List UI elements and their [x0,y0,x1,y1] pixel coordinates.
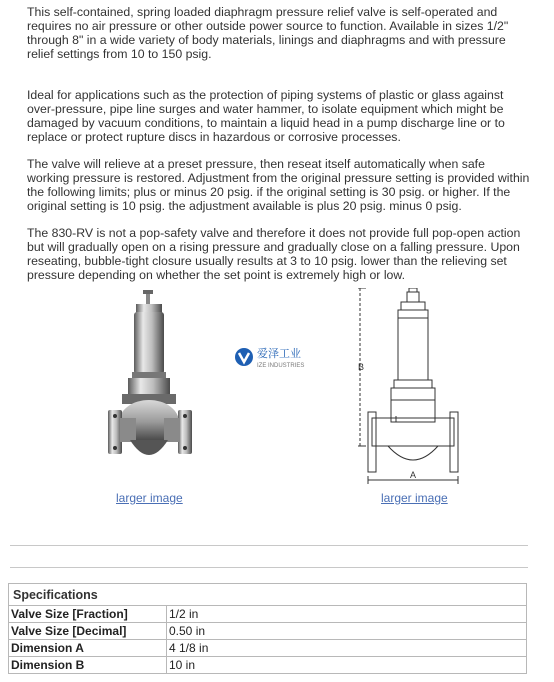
specifications-table [8,583,527,674]
dimension-b-label: B [358,362,365,372]
table-row [9,606,527,623]
logo-english-text: IZE INDUSTRIES [257,363,305,369]
spec-key: Valve Size [Fraction] [9,606,167,623]
description-paragraph-4: The 830-RV is not a pop-safety valve and therefore it does not provide full pop-open action but will gradually open on a rising pressure and gradually close on a falling pressure. Upon reseating, bubble-tight closure usually results at 3 to 10 psig. lower than the relieving set pressure depending on whether the set point is extremely high or low. [27,226,521,282]
valve-photo[interactable] [100,290,200,480]
description-paragraph-1: This self-contained, spring loaded diaphragm pressure relief valve is self-operated and requires no air pressure or other outside power source to function. Available in sizes 1/2" through 8" in a wide variety of body materials, linings and diaphragms and with pressure relief settings from 10 to 150 psig. [27,5,509,61]
table-row [9,640,527,657]
dimension-a-label: A [410,470,417,480]
spec-value: 0.50 in [167,623,527,640]
spec-value: 1/2 in [167,606,527,623]
valve-dimension-drawing[interactable] [358,288,468,484]
spec-value: 4 1/8 in [167,640,527,657]
table-row [9,657,527,674]
logo-chinese-text: 爱泽工业 [257,347,301,360]
spec-key: Dimension A [9,640,167,657]
description-paragraph-2: Ideal for applications such as the protection of piping systems of plastic or glass against over-pressure, pipe line surges and water hammer, to isolate equipment which might be damaged by vacuum conditions, to maintain a liquid head in a pump discharge line or to replace or protect rupture discs in hazardous or corrosive processes. [27,88,505,144]
table-row [9,623,527,640]
spec-key: Dimension B [9,657,167,674]
larger-image-link-drawing[interactable]: larger image [381,491,448,505]
specifications-title: Specifications [8,583,527,605]
larger-image-link-photo[interactable]: larger image [116,491,183,505]
spec-value: 10 in [167,657,527,674]
divider-2 [10,567,528,568]
company-logo [235,343,335,373]
divider-1 [10,545,528,546]
spec-key: Valve Size [Decimal] [9,623,167,640]
description-paragraph-3: The valve will relieve at a preset pressure, then reseat itself automatically when safe working pressure is restored. Adjustment from the original pressure setting is provided within the following limits; plus or minus 20 psig. if the original setting is 30 psig. or higher. If the original setting is 10 psig. the adjustment available is plus 20 psig. minus 0 psig. [27,157,530,213]
